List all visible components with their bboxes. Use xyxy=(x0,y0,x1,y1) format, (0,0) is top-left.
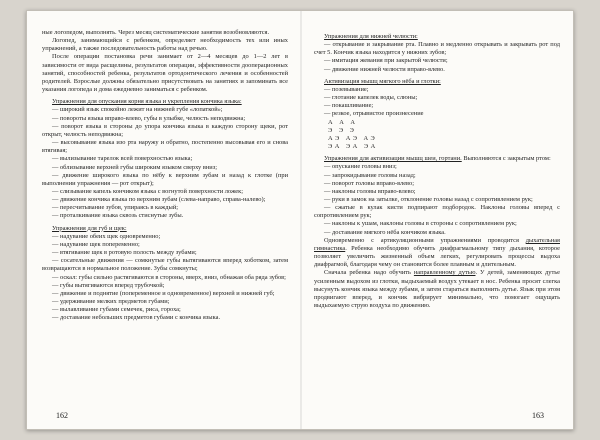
list-item: — проталкивание языка сквозь стиснутые зубы. xyxy=(52,212,184,220)
list-item: — надувание щек попеременно; xyxy=(52,240,140,248)
page-gutter xyxy=(300,11,302,429)
list-item: — резкое, отрывистое произнесение xyxy=(324,110,424,118)
section-heading: Упражнения для нижней челюсти: xyxy=(324,33,418,40)
list-item: — высовывание языка изо рта наружу и обратно, постепенно высовывая его и снова втягивая; xyxy=(42,139,288,155)
list-item: — глотание капелек воды, слюны; xyxy=(324,94,418,102)
list-item: — широкий язык спокойно лежит на нижней губе «лопаткой»; xyxy=(52,106,223,114)
vowel-line: Э Э Э xyxy=(328,126,357,134)
list-item: — движение нижней челюсти вправо-влево. xyxy=(324,65,445,73)
paragraph: Одновременно с артикуляционными упражнениями проводится дыхательная гимнастика. Ребенка необходимо обучить диафрагмальному типу дыхания, которое позволяет увеличить жизненный объем легких, регулировать процессы выдоха диафрагмой, благодаря чему он становится более плавным и длительным. xyxy=(314,236,560,269)
list-item: — покашливание; xyxy=(324,102,374,110)
page-number-left: 162 xyxy=(56,411,68,420)
list-item: — опускание головы вниз; xyxy=(324,163,397,171)
section-heading: Упражнения для губ и щек: xyxy=(52,224,127,232)
right-page-content xyxy=(314,29,560,310)
list-item: — слизывание капель кончиком языка с вогнутой поверхности ложек; xyxy=(52,187,244,195)
vowel-line: АЭ АЭ АЭ xyxy=(328,134,378,142)
section-heading: Упражнения для опускания корня языка и укрепления кончика языка: xyxy=(52,98,242,106)
list-item: — облизывание верхней губы широким языком сверху вниз; xyxy=(52,163,218,171)
section-heading: Активизация мышц мягкого нёба и глотки: xyxy=(324,77,441,85)
book-spread xyxy=(26,10,574,430)
list-item: — наклоны головы вправо-влево; xyxy=(324,187,416,195)
list-item: — поворот языка в стороны до упора кончика языка в каждую сторону щеки, рот открыт, челюсть неподвижна; xyxy=(42,122,288,138)
list-item: — запрокидывание головы назад; xyxy=(324,171,416,179)
list-item: — повороты языка вправо-влево, губы в улыбке, челюсть неподвижна; xyxy=(52,114,246,122)
list-item: — руки в замок на затылке, отклонение головы назад с сопротивлением рук; xyxy=(324,195,533,203)
page-number-right: 163 xyxy=(532,411,544,420)
list-item: — губы вытягиваются вперед трубочкой; xyxy=(52,281,165,289)
paragraph: Сначала ребенка надо обучить направленному дутью. У детей, заменяющих дутье усиленным выдохом из глотки, выдыхаемый воздух утекает в нос. Ребенка просят слегка высунуть кончик языка между зубами, и затем стараться выполнить дутье. Язык при этом продвигают вперед, и кончик вибрирует минимально, что помогает ощущать выдыхаемую струю воздуха по движению. xyxy=(314,269,561,309)
vowel-line: ЭА ЭА ЭА xyxy=(328,143,378,151)
list-item: — движение кончика языка по верхним зубам (слева-направо, справа-налево); xyxy=(52,196,266,204)
list-item: — открывание и закрывание рта. Плавно и медленно открывать и закрывать рот под счет 5. Кончик языка находится у нижних зубов; xyxy=(314,41,560,57)
list-item: — удерживание мелких предметов губами; xyxy=(52,298,170,305)
list-item: — доставание небольших предметов губами с кончика языка. xyxy=(52,314,221,322)
section-heading: Упражнения для активизации мышц шеи, гортани. Выполняются с закрытым ртом: xyxy=(324,155,551,163)
vowel-line: А А А xyxy=(328,118,358,126)
paragraph: После операции постановка речи занимает от 2—4 месяцев до 1—2 лет в зависимости от вида расщелины, результатов операции, эффективности дооперационных занятий, способностей ребенка, результатов ортодонтического лечения и особенностей родителей. Взрослые должны обязательно присутствовать на занятиях и запоминать все указания логопеда и дома ежедневно заниматься с ребенком. xyxy=(42,53,288,94)
paragraph: ные логопедом, выполнять. Через месяц систематические занятия возобновляются. xyxy=(42,29,270,36)
list-item: — вылавливание губами семечек, риса, гороха; xyxy=(52,306,181,314)
list-item: — позевывание; xyxy=(324,85,369,93)
list-item: — поворот головы вправо-влево; xyxy=(324,179,415,187)
list-item: — сжатые в кулак кисти подпирают подбородок. Наклоны головы вперед с сопротивлением рук; xyxy=(314,204,560,220)
list-item: — вылизывание тарелок всей поверхностью языка; xyxy=(52,155,193,163)
list-item: — сосательные движения — сомкнутые губы вытягиваются вперед хоботком, затем возвращаются в нормальное положение. Зубы сомкнуты; xyxy=(42,257,288,273)
left-page-content xyxy=(42,29,288,322)
list-item: — движение и поднятие (попеременное и одновременное) верхней и нижней губ; xyxy=(52,289,275,297)
list-item: — втягивание щек в ротовую полость между зубами; xyxy=(52,249,197,257)
paragraph: Логопед, занимающийся с ребенком, определяет необходимость тех или иных упражнений, а также последовательность работы над речью. xyxy=(42,37,288,53)
list-item: — пересчитывание зубов, упираясь в каждый; xyxy=(52,204,179,212)
list-item: — имитация жевания при закрытой челюсти; xyxy=(324,57,448,65)
list-item: — наклоны к ушам, наклоны головы в стороны с сопротивлением рук; xyxy=(324,220,517,228)
list-item: — движение широкого языка по нёбу к верхним зубам и назад к глотке (при выполнении упражнения — рот открыт); xyxy=(42,171,288,187)
list-item: — оскал: губы сильно растягиваются в стороны, вверх, вниз, обнажая оба ряда зубов; xyxy=(52,273,286,281)
list-item: — доставание мягкого нёба кончиком языка. xyxy=(324,228,446,236)
list-item: — надувание обеих щек одновременно; xyxy=(52,232,161,240)
